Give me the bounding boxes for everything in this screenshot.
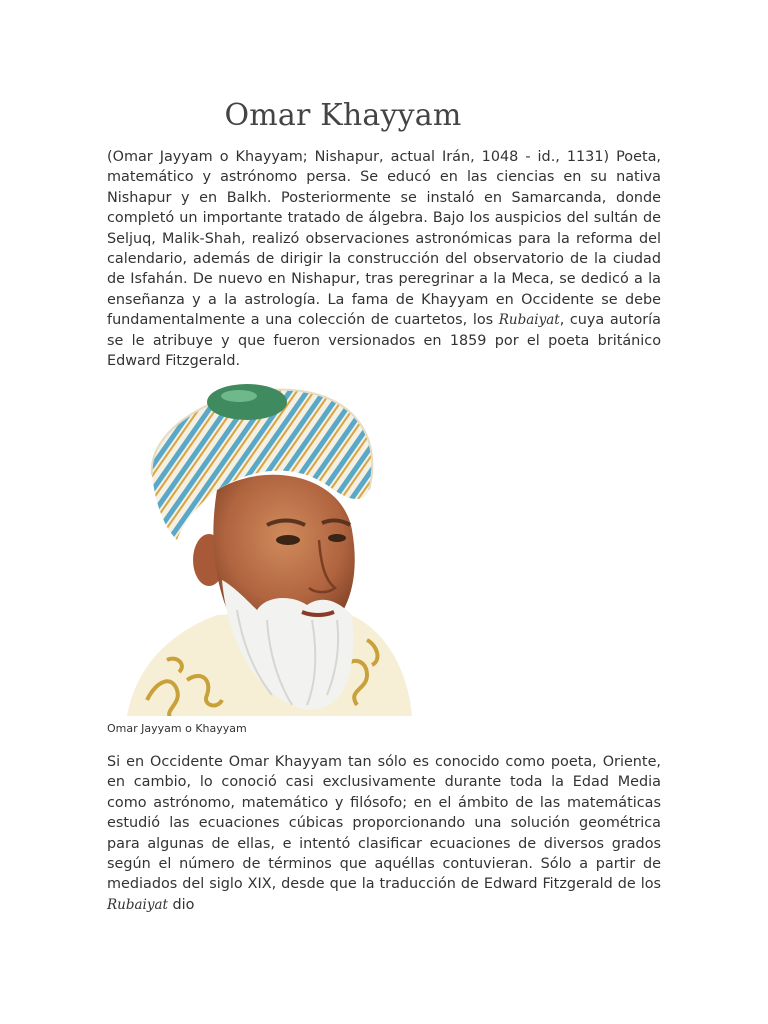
- image-caption: Omar Jayyam o Khayyam: [107, 722, 247, 735]
- paragraph-text: dio: [167, 896, 195, 913]
- paragraph-text: , cuya autoría se le atribuye y que fueron versionados en 1859 por el poeta británico Edward Fitzgerald.: [107, 312, 661, 370]
- portrait-image: [107, 380, 427, 716]
- intro-paragraph: [107, 147, 661, 371]
- book-title: Rubaiyat: [107, 896, 168, 913]
- page-title: Omar Khayyam: [224, 98, 462, 133]
- body-paragraph: [107, 752, 661, 915]
- paragraph-text: Si en Occidente Omar Khayyam tan sólo es conocido como poeta, Oriente, en cambio, lo conoció casi exclusivamente durante toda la Edad Media como astrónomo, matemático y filósofo; en el ámbito de las matemáticas estudió las ecuaciones cúbicas proporcionando una solución geométrica para algunas de ellas, e intentó clasificar ecuaciones de diversos grados según el número de términos que aquéllas contuvieran. Sólo a partir de mediados del siglo XIX, desde que la traducción de Edward Fitzgerald de los: [107, 754, 661, 893]
- paragraph-text: (Omar Jayyam o Khayyam; Nishapur, actual Irán, 1048 - id., 1131) Poeta, matemático y astrónomo persa. Se educó en las ciencias en su nativa Nishapur y en Balkh. Posteriormente se instaló en Samarcanda, donde completó un importante tratado de álgebra. Bajo los auspicios del sultán de Seljuq, Malik-Shah, realizó observaciones astronómicas para la reforma del calendario, además de dirigir la construcción del observatorio de la ciudad de Isfahán. De nuevo en Nishapur, tras peregrinar a la Meca, se dedicó a la enseñanza y a la astrología. La fama de Khayyam en Occidente se debe fundamentalmente a una colección de cuartetos, los: [107, 149, 661, 329]
- book-title: Rubaiyat: [498, 312, 560, 329]
